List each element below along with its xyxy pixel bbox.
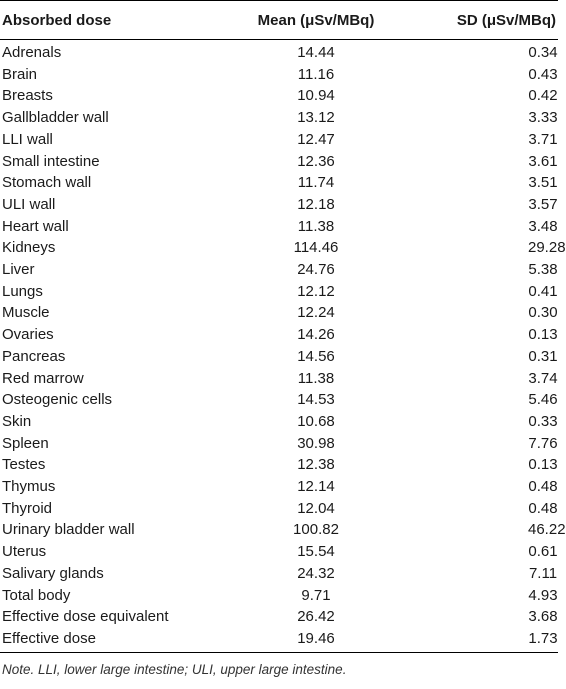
- cell-mean: 11.38: [297, 369, 335, 387]
- cell-organ: Liver: [2, 261, 35, 279]
- cell-mean: 14.26: [297, 326, 335, 344]
- cell-organ: Testes: [2, 456, 46, 474]
- cell-organ: Skin: [2, 412, 32, 430]
- cell-sd: 3.57: [528, 195, 558, 213]
- table-row: [0, 433, 558, 455]
- cell-mean: 19.46: [220, 628, 388, 652]
- header-row: [0, 1, 558, 40]
- cell-organ: Stomach wall: [2, 174, 92, 192]
- table-row: [0, 151, 558, 173]
- cell-sd: 3.68: [528, 608, 558, 626]
- cell-sd: 0.42: [528, 87, 558, 105]
- table-row: [0, 628, 558, 652]
- header-sd: SD (μSv/MBq): [388, 1, 558, 40]
- cell-sd: 0.61: [528, 543, 558, 561]
- cell-mean: 26.42: [297, 608, 335, 626]
- table-row: [0, 259, 558, 281]
- cell-sd: 1.73: [388, 628, 558, 652]
- cell-organ: Ovaries: [2, 326, 54, 344]
- cell-organ: Total body: [2, 586, 71, 604]
- cell-mean: 14.53: [297, 391, 335, 409]
- cell-sd: 0.48: [528, 478, 558, 496]
- header-mean: Mean (μSv/MBq): [220, 1, 388, 40]
- table-row: [0, 64, 558, 86]
- cell-sd: 3.33: [528, 109, 558, 127]
- cell-sd: 3.71: [528, 130, 558, 148]
- table-row: [0, 454, 558, 476]
- table-body: [0, 40, 566, 653]
- cell-mean: 10.94: [297, 87, 335, 105]
- cell-organ: Thymus: [2, 478, 56, 496]
- cell-sd: 0.33: [528, 412, 558, 430]
- table-row: [0, 302, 558, 324]
- cell-organ: Muscle: [2, 304, 50, 322]
- cell-sd: 7.76: [528, 434, 558, 452]
- cell-mean: 14.56: [297, 347, 335, 365]
- table-note: Note. LLI, lower large intestine; ULI, upper large intestine.: [2, 661, 347, 677]
- cell-sd: 3.74: [528, 369, 558, 387]
- cell-mean: 12.18: [297, 195, 335, 213]
- cell-mean: 12.24: [297, 304, 335, 322]
- cell-organ: Breasts: [2, 87, 53, 105]
- cell-mean: 15.54: [297, 543, 335, 561]
- table-row: [0, 129, 558, 151]
- cell-mean: 12.14: [297, 478, 335, 496]
- cell-sd: 3.48: [528, 217, 558, 235]
- table-row: [0, 606, 558, 628]
- cell-organ: Effective dose: [0, 628, 220, 652]
- cell-sd: 46.22: [528, 521, 566, 539]
- cell-organ: Urinary bladder wall: [2, 521, 135, 539]
- cell-organ: Uterus: [2, 543, 47, 561]
- cell-mean: 11.74: [297, 174, 335, 192]
- cell-mean: 12.38: [297, 456, 335, 474]
- table-row: [0, 498, 558, 520]
- cell-sd: 0.48: [528, 499, 558, 517]
- cell-mean: 9.71: [301, 586, 331, 604]
- cell-organ: ULI wall: [2, 195, 56, 213]
- cell-organ: Adrenals: [2, 44, 62, 61]
- table-row: [0, 194, 558, 216]
- cell-mean: 100.82: [293, 521, 339, 539]
- cell-sd: 5.38: [528, 261, 558, 279]
- cell-mean: 114.46: [293, 239, 339, 257]
- cell-organ: Brain: [2, 65, 38, 83]
- table-row: [0, 476, 558, 498]
- cell-sd: 0.43: [528, 65, 558, 83]
- cell-mean: 12.36: [297, 152, 335, 170]
- table-row: [0, 585, 558, 607]
- cell-mean: 10.68: [297, 412, 335, 430]
- cell-mean: 11.38: [297, 217, 335, 235]
- table-row: [0, 107, 558, 129]
- table-row: [0, 40, 558, 64]
- cell-mean: 24.32: [297, 564, 335, 582]
- cell-organ: Thyroid: [2, 499, 53, 517]
- cell-organ: Kidneys: [2, 239, 56, 257]
- cell-organ: Lungs: [2, 282, 43, 300]
- table-row: [0, 389, 558, 411]
- header-absorbed-dose: Absorbed dose: [0, 1, 220, 40]
- table-row: [0, 281, 558, 303]
- table-row: [0, 237, 558, 259]
- cell-sd: 5.46: [528, 391, 558, 409]
- cell-sd: 4.93: [528, 586, 558, 604]
- cell-mean: 12.47: [297, 130, 335, 148]
- table-row: [0, 85, 558, 107]
- cell-organ: Gallbladder wall: [2, 109, 109, 127]
- cell-organ: Osteogenic cells: [2, 391, 113, 409]
- cell-organ: Red marrow: [2, 369, 84, 387]
- cell-sd: 0.31: [528, 347, 558, 365]
- cell-sd: 7.11: [528, 564, 558, 582]
- cell-organ: LLI wall: [2, 130, 53, 148]
- cell-mean: 13.12: [297, 109, 335, 127]
- table-row: [0, 324, 558, 346]
- table-header: [0, 1, 558, 40]
- cell-mean: 12.12: [297, 282, 335, 300]
- cell-mean: 11.16: [297, 65, 335, 83]
- cell-organ: Pancreas: [2, 347, 66, 365]
- cell-organ: Spleen: [2, 434, 49, 452]
- cell-sd: 0.41: [528, 282, 558, 300]
- cell-organ: Effective dose equivalent: [2, 608, 169, 626]
- cell-organ: Heart wall: [2, 217, 69, 235]
- table-row: [0, 368, 558, 390]
- cell-sd: 0.13: [528, 456, 558, 474]
- table-row: [0, 346, 558, 368]
- table-row: [0, 172, 558, 194]
- cell-sd: 0.13: [528, 326, 558, 344]
- cell-organ: Small intestine: [2, 152, 100, 170]
- cell-organ: Salivary glands: [2, 564, 104, 582]
- cell-sd: 3.61: [528, 152, 558, 170]
- table-row: [0, 563, 558, 585]
- table-row: [0, 411, 558, 433]
- cell-mean: 30.98: [297, 434, 335, 452]
- table-row: [0, 216, 558, 238]
- cell-sd: 29.28: [528, 239, 566, 257]
- cell-mean: 14.44: [297, 44, 335, 61]
- table-row: [0, 519, 558, 541]
- cell-sd: 0.30: [528, 304, 558, 322]
- table-row: [0, 541, 558, 563]
- cell-mean: 12.04: [297, 499, 335, 517]
- cell-sd: 0.34: [528, 44, 558, 61]
- cell-mean: 24.76: [297, 261, 335, 279]
- cell-sd: 3.51: [528, 174, 558, 192]
